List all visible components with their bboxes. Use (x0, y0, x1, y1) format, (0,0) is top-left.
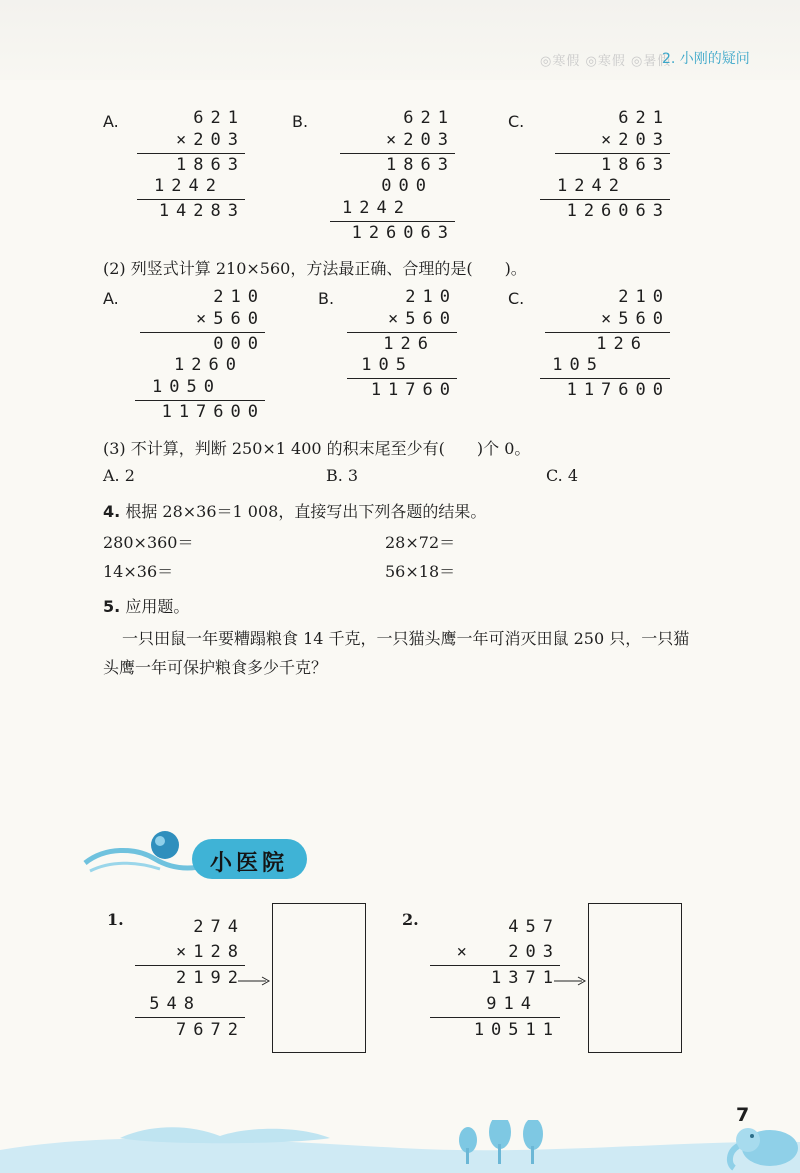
calc-row: 2192 (176, 968, 245, 988)
clinic-p1-label: 1. (107, 910, 124, 929)
q4-item-3: 14×36＝ (103, 562, 174, 581)
clinic-p1-calc (130, 917, 245, 1047)
calc-row: 117600 (161, 402, 265, 422)
q3-text: (3) 不计算，判断 250×1 400 的积末尾至少有( )个 0。 (103, 439, 531, 458)
calc-row: 1863 (601, 155, 670, 175)
q1-option-b-calc (320, 108, 455, 243)
calc-row: 105 (552, 355, 604, 375)
q4-heading (103, 499, 486, 522)
calc-row: 126 (383, 334, 435, 354)
calc-line (540, 378, 670, 379)
calc-row: ×560 (388, 309, 457, 329)
calc-row: ×203 (386, 130, 455, 150)
calc-row: 621 (403, 108, 455, 128)
calc-row: ×560 (196, 309, 265, 329)
calc-row: 1863 (386, 155, 455, 175)
clinic-section-title: 小医院 (210, 851, 289, 876)
calc-row: 210 (213, 287, 265, 307)
q1-option-a-calc (130, 108, 245, 223)
correction-box-2[interactable] (588, 903, 682, 1053)
q1-option-a-label: A. (103, 112, 119, 131)
calc-line (135, 400, 265, 401)
calc-row: 7672 (176, 1020, 245, 1040)
calc-row: 10511 (473, 1020, 560, 1040)
clinic-p2-label: 2. (402, 910, 419, 929)
bleed-through-text (270, 175, 283, 221)
calc-row: 1371 (491, 968, 560, 988)
calc-row: 1863 (176, 155, 245, 175)
calc-line (330, 221, 455, 222)
q2-option-c-label: C. (508, 289, 525, 308)
q2-text: (2) 列竖式计算 210×560，方法最正确、合理的是( )。 (103, 259, 527, 278)
bottom-decoration (0, 1120, 800, 1173)
calc-line (135, 965, 245, 966)
header-chapter-title: 2. 小刚的疑问 (662, 51, 750, 67)
calc-line (555, 153, 670, 154)
calc-line (347, 332, 457, 333)
q4-item-4: 56×18＝ (385, 562, 456, 581)
calc-row: 914 (486, 994, 538, 1014)
calc-row: 621 (618, 108, 670, 128)
q4-text: 根据 28×36＝1 008，直接写出下列各题的结果。 (125, 502, 487, 521)
q4-item-1: 280×360＝ (103, 533, 194, 552)
arrow-right-icon (554, 975, 586, 987)
q2-option-b-calc (342, 287, 457, 402)
calc-row: 1260 (174, 355, 243, 375)
calc-row: ×128 (176, 942, 245, 962)
q5-problem-line-2: 头鹰一年可保护粮食多少千克？ (103, 658, 328, 677)
calc-row: ×560 (601, 309, 670, 329)
q3-choice-a: A. 2 (103, 466, 135, 485)
q5-heading (103, 594, 189, 617)
q5-text: 应用题。 (125, 597, 190, 616)
q1-option-c-calc (535, 108, 670, 223)
calc-line (545, 332, 670, 333)
q1-option-c-label: C. (508, 112, 525, 131)
q2-option-c-calc (535, 287, 670, 402)
calc-line (340, 153, 455, 154)
calc-row: 1242 (342, 198, 411, 218)
calc-row: 126063 (351, 223, 455, 243)
calc-row: 457 (508, 917, 560, 937)
calc-line (347, 378, 457, 379)
calc-row: ×203 (176, 130, 245, 150)
q4-item-2: 28×72＝ (385, 533, 456, 552)
calc-line (140, 332, 265, 333)
calc-row: 1242 (154, 176, 223, 196)
q4-number: 4. (103, 502, 121, 521)
page-number: 7 (736, 1104, 750, 1126)
calc-row: 1050 (152, 377, 221, 397)
q1-option-b-label: B. (292, 112, 309, 131)
calc-row: 126 (596, 334, 648, 354)
clinic-p2-calc (425, 917, 560, 1047)
calc-row: 621 (193, 108, 245, 128)
calc-row: 548 (149, 994, 201, 1014)
calc-row: 274 (193, 917, 245, 937)
calc-row: 11760 (370, 380, 457, 400)
calc-row: 117600 (566, 380, 670, 400)
q5-number: 5. (103, 597, 121, 616)
calc-row: 210 (405, 287, 457, 307)
calc-line (430, 1017, 560, 1018)
q5-problem-line-1: 一只田鼠一年要糟蹋粮食 14 千克，一只猫头鹰一年可消灭田鼠 250 只，一只猫 (122, 629, 690, 648)
q2-option-a-calc (130, 287, 265, 422)
calc-row: ×203 (601, 130, 670, 150)
calc-row: 126063 (566, 201, 670, 221)
calc-line (430, 965, 560, 966)
calc-line (540, 199, 670, 200)
calc-line (137, 199, 245, 200)
header-series: ◎寒假 ◎寒假 ◎暑假 (540, 54, 672, 69)
q2-option-b-label: B. (318, 289, 335, 308)
page-header (0, 0, 800, 80)
calc-line (135, 1017, 245, 1018)
q3-choice-b: B. 3 (326, 466, 359, 485)
calc-row: 105 (361, 355, 413, 375)
calc-row: 14283 (158, 201, 245, 221)
calc-row: × 203 (456, 942, 560, 962)
q2-option-a-label: A. (103, 289, 119, 308)
q3-choice-c: C. 4 (546, 466, 579, 485)
correction-box-1[interactable] (272, 903, 366, 1053)
calc-row: 000 (381, 176, 433, 196)
calc-row: 210 (618, 287, 670, 307)
calc-line (137, 153, 245, 154)
arrow-right-icon (238, 975, 270, 987)
calc-row: 000 (213, 334, 265, 354)
calc-row: 1242 (557, 176, 626, 196)
